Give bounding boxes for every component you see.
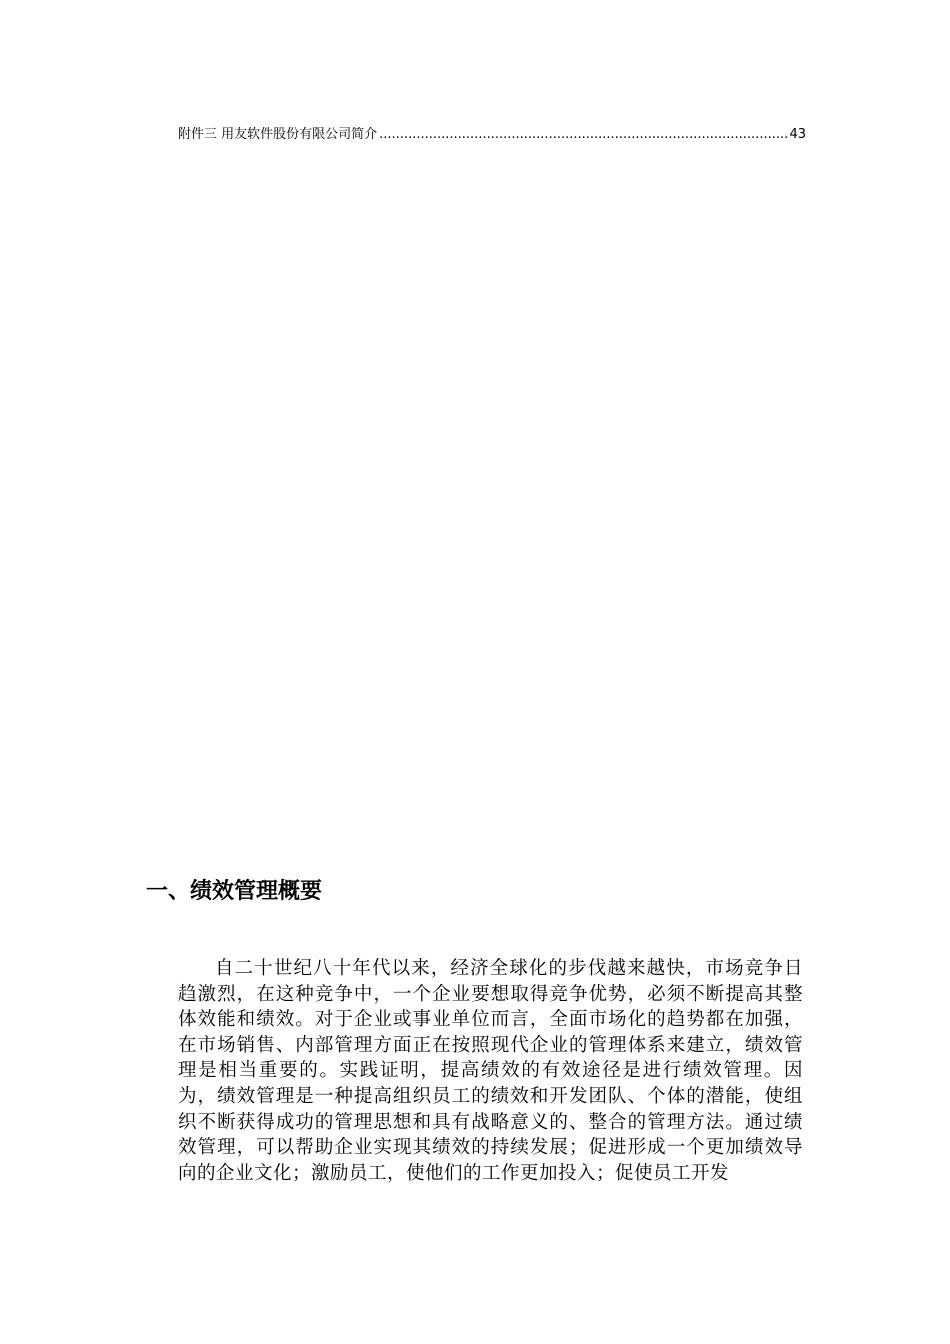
toc-entry-page-number: 43 (789, 127, 806, 142)
toc-entry-label: 附件三 用友软件股份有限公司简介 (178, 127, 378, 142)
toc-dot-leader (379, 126, 787, 144)
body-paragraph: 自二十世纪八十年代以来，经济全球化的步伐越来越快，市场竞争日趋激烈，在这种竞争中，一个企业要想取得竞争优势，必须不断提高其整体效能和绩效。对于企业或事业单位而言，全面市场化的趋势都在加强，在市场销售、内部管理方面正在按照现代企业的管理体系来建立，绩效管理是相当重要的。实践证明，提高绩效的有效途径是进行绩效管理。因为，绩效管理是一种提高组织员工的绩效和开发团队、个体的潜能，使组织不断获得成功的管理思想和具有战略意义的、整合的管理方法。通过绩效管理，可以帮助企业实现其绩效的持续发展；促进形成一个更加绩效导向的企业文化；激励员工，使他们的工作更加投入；促使员工开发 (178, 958, 803, 1184)
section-heading: 一、绩效管理概要 (146, 879, 323, 904)
toc-entry[interactable] (178, 126, 806, 144)
